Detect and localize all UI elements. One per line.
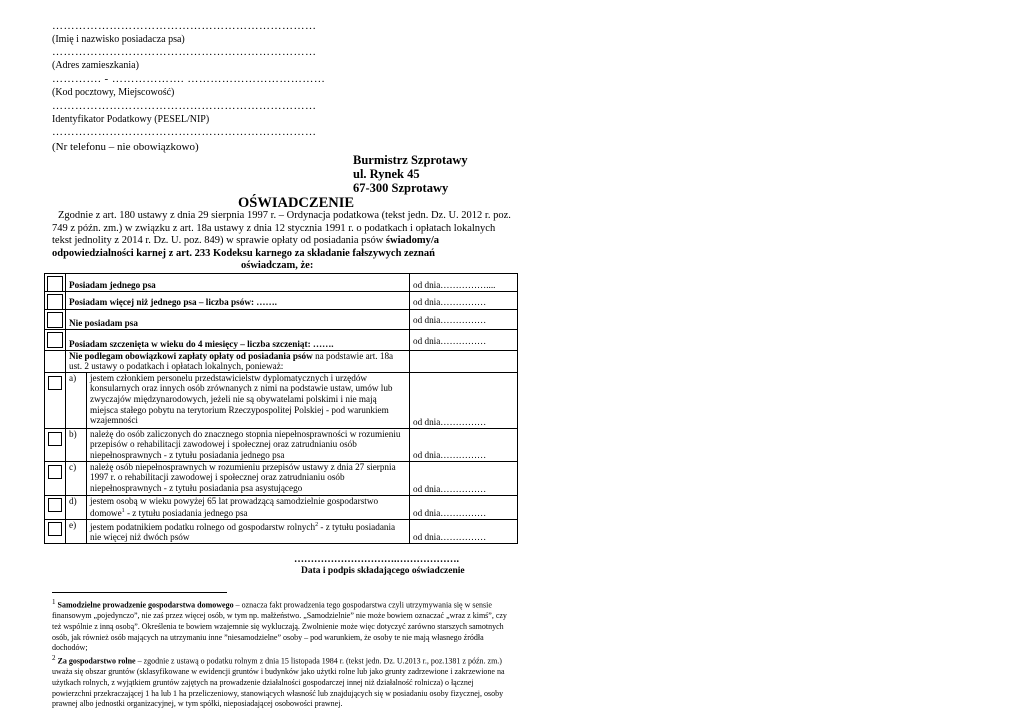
addressee-name: Burmistrz Szprotawy [353,153,468,167]
intro-paragraph [52,210,517,260]
declare-line: oświadczam, że: [241,260,314,271]
addressee-street: ul. Rynek 45 [353,167,420,181]
footnote-2-text: – zgodnie z ustawą o podatku rolnym z dnia 15 listopada 1984 r. (tekst jedn. Dz. U.2013 r., poz.1381 z późn. zm.) uważa się obszar gruntów (sklasyfikowane w ewidencji gruntów i budynków jako użytki rolne lub jako grunty zadrzewione i zakrzewione na użytkach rolnych, z wyjątkiem gruntów zajętych na prowadzenie działalności gospodarczej innej niż działalność rolnicza) o łącznej powierzchni przekraczającej 1 ha lub 1 ha przeliczeniowy, stanowiących własność lub znajdujących się w posiadaniu osoby fizycznej, osoby prawnej albo jednostki organizacyjnej, w tym spółki, nieposiadającej osobowości prawnej. [52,656,505,709]
table-row [45,372,518,428]
exempt-b-letter: b) [66,428,87,461]
row-one-dog-label: Posiadam jednego psa [66,274,410,292]
checkbox-exempt-a[interactable] [45,372,66,428]
address-label: (Adres zamieszkania) [52,60,139,71]
footnote-2-bold: Za gospodarstwo rolne [57,656,136,666]
exempt-d-letter: d) [66,495,87,519]
table-row [45,292,518,310]
exempt-d-text-a: jestem osobą w wieku powyżej 65 lat prowadzącą samodzielnie gospodarstwo domowe [90,495,379,519]
footnote-1 [52,597,512,654]
footnote-1-text: – oznacza fakt prowadzenia tego gospodarstwa czyli utrzymywania się w sensie finansowym „pojedynczo”, nie zaś przez więcej osób, w tym np. małżeństwo. „Samodzielnie” nie może bowiem oznaczać „wraz z kimś”, czy też wspólnie z inną osobą”. Określenia te bowiem wzajemnie się wykluczają. Zwolnienie może więc dotyczyć zarówno starszych samotnych osób, jak również osób mających na utrzymaniu inne ”niesamodzielne” osoby – pod warunkiem, że osoby te nie mają własnego źródła dochodów; [52,600,507,653]
document-title: OŚWIADCZENIE [238,195,355,211]
postal-dots: …………. - ………………. ……………………………… [52,73,326,85]
row-no-dog-date: od dnia…………… [410,310,518,330]
signature-dots: ………………………….………………. [294,554,459,565]
checkbox-no-dog[interactable] [45,310,66,330]
name-label: (Imię i nazwisko posiadacza psa) [52,34,185,45]
exempt-e-date: od dnia…………… [410,519,518,543]
exempt-date-empty [410,350,518,372]
footnote-divider [52,592,227,593]
checkbox-one-dog[interactable] [45,274,66,292]
exempt-e-text-a: jestem podatnikiem podatku rolnego od gospodarstw rolnych [90,521,316,532]
checkbox-exempt-e[interactable] [45,519,66,543]
intro-text: Zgodnie z art. 180 ustawy z dnia 29 sierpnia 1997 r. – Ordynacja podatkowa (tekst jedn. Dz. U. 2012 r. poz. 749 z późn. zm.) w związku z art. 18a ustawy z dnia 12 stycznia 1991 r. o podatkach i opłatach lokalnych tekst jednolity z 2014 r. Dz. U. poz. 849) w sprawie opłaty od posiadania psów [52,210,511,247]
checkbox-exempt-c[interactable] [45,461,66,495]
declaration-table [44,273,518,544]
table-row [45,350,518,372]
name-dots: …………………………………………………………… [52,20,317,32]
table-row [45,495,518,519]
table-row [45,461,518,495]
footnote-2-number: 2 [52,654,56,662]
exempt-d-date: od dnia…………… [410,495,518,519]
exempt-b-date: od dnia…………… [410,428,518,461]
exempt-c-date: od dnia…………… [410,461,518,495]
exempt-b-text: należę do osób zaliczonych do znacznego stopnia niepełnosprawności w rozumieniu przepisów o rehabilitacji zawodowej i społecznej oraz zatrudnianiu osób niepełnosprawnych - z tytułu posiadania jednego psa [87,428,410,461]
exempt-c-text: należę osób niepełnosprawnych w rozumieniu przepisów ustawy z dnia 27 sierpnia 1997 r. o rehabilitacji zawodowej i społecznej oraz zatrudnianiu osób niepełnosprawnych - z tytułu posiadania psa asystującego [87,461,410,495]
exempt-e-letter: e) [66,519,87,543]
row-puppies-label: Posiadam szczenięta w wieku do 4 miesięcy – liczba szczeniąt: ……. [66,330,410,351]
exempt-rest: na podstawie art. 18a ust. 2 ustawy o podatkach i opłatach lokalnych, ponieważ: [69,350,394,372]
exempt-a-letter: a) [66,372,87,428]
exempt-c-letter: c) [66,461,87,495]
table-row [45,519,518,543]
taxid-dots: …………………………………………………………… [52,100,317,112]
exempt-d-text-b: - z tytułu posiadania jednego psa [124,508,248,519]
table-row [45,310,518,330]
signature-label: Data i podpis składającego oświadczenie [301,566,465,576]
postal-label: (Kod pocztowy, Miejscowość) [52,87,175,98]
footnote-2 [52,653,512,710]
addressee-city: 67-300 Szprotawy [353,181,449,195]
row-no-dog-label: Nie posiadam psa [66,310,410,330]
row-one-dog-date: od dnia…………….... [410,274,518,292]
footnote-ref-1: 1 [121,508,125,515]
phone-label: (Nr telefonu – nie obowiązkowo) [52,141,199,153]
footnote-1-bold: Samodzielne prowadzenie gospodarstwa domowego [57,600,234,610]
row-multiple-dogs-date: od dnia…………… [410,292,518,310]
exempt-bold: Nie podlegam obowiązkowi zapłaty opłaty od posiadania psów [69,350,313,361]
exempt-d-text [87,495,410,519]
address-dots: …………………………………………………………… [52,46,317,58]
footnote-1-number: 1 [52,598,56,606]
exempt-a-text: jestem członkiem personelu przedstawicielstw dyplomatycznych i urzędów konsularnych oraz innych osób zrównanych z nimi na podstawie ustaw, umów lub zwyczajów międzynarodowych, jeżeli nie są obywatelami polskimi i nie mają miejsca stałego pobytu na terytorium Rzeczypospolitej Polskiej - pod warunkiem wzajemności [87,372,410,428]
checkbox-puppies[interactable] [45,330,66,351]
exempt-spacer [45,350,66,372]
row-multiple-dogs-label: Posiadam więcej niż jednego psa – liczba psów: ……. [66,292,410,310]
table-row [45,428,518,461]
taxid-label: Identyfikator Podatkowy (PESEL/NIP) [52,114,210,125]
checkbox-multiple-dogs[interactable] [45,292,66,310]
exempt-a-date: od dnia…………… [410,372,518,428]
table-row [45,330,518,351]
intro-bold: świadomy/a odpowiedzialności karnej z art. 233 Kodeksu karnego za składanie fałszywych zeznań [52,235,439,259]
row-puppies-date: od dnia…………… [410,330,518,351]
footnote-ref-2: 2 [315,521,319,528]
checkbox-exempt-d[interactable] [45,495,66,519]
table-row [45,274,518,292]
addressee-block [353,153,468,195]
phone-dots: …………………………………………………………… [52,126,317,138]
exempt-e-text-b: - z tytułu posiadania nie więcej niż dwóch psów [90,521,396,543]
checkbox-exempt-b[interactable] [45,428,66,461]
exempt-e-text [87,519,410,543]
exempt-header [66,350,410,372]
